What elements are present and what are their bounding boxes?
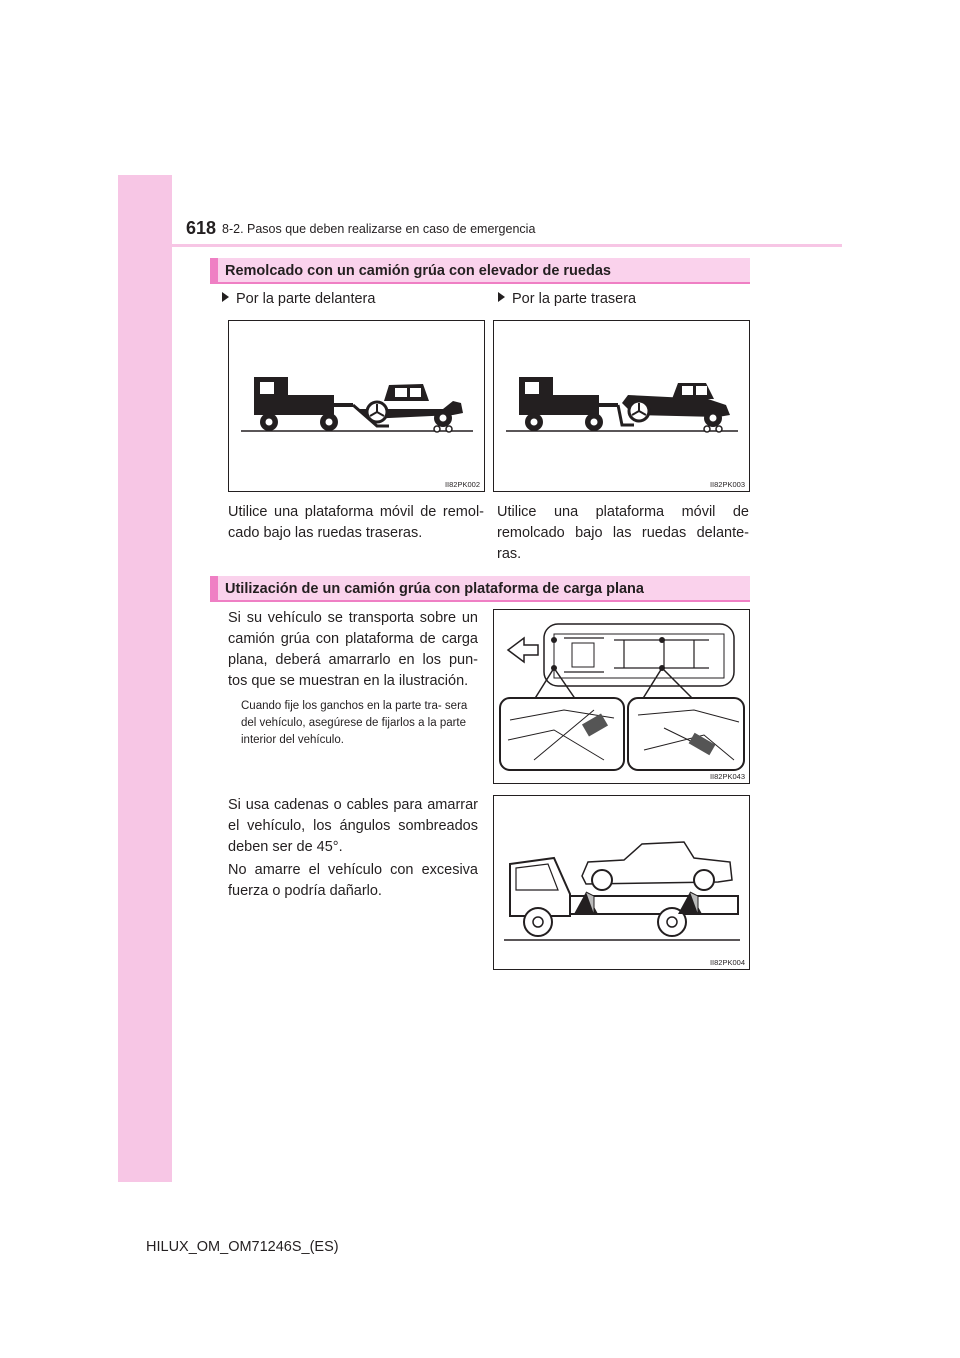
figure-code: II82PK002 (444, 480, 480, 489)
triangle-bullet-icon (498, 292, 505, 302)
tow-truck-rear-illustration (494, 321, 749, 491)
section-heading-bar (210, 576, 218, 600)
chassis-tie-down-illustration (494, 610, 749, 783)
figure-rear-tow (493, 320, 750, 492)
side-tab-band (118, 175, 172, 1182)
bullet-front (222, 291, 375, 307)
section-heading-flatbed (210, 576, 750, 602)
front-tow-text: Utilice una plataforma móvil de remol- cado bajo las ruedas traseras. (228, 504, 484, 541)
section-heading-text: Remolcado con un camión grúa con elevador de ruedas (225, 263, 611, 279)
triangle-bullet-icon (222, 292, 229, 302)
flatbed-intro-text: Si su vehículo se transporta sobre un camión grúa con plataforma de carga plana, deberá amarrarlo en los pun- tos que se muestran en la ilustración. (228, 610, 478, 689)
arrow-front-icon (508, 638, 538, 662)
figure-code: II82PK003 (709, 480, 745, 489)
tow-truck-front-illustration (229, 321, 484, 491)
excess-force-text: No amarre el vehículo con excesiva fuerza o podría dañarlo. (228, 862, 478, 899)
figure-front-tow (228, 320, 485, 492)
bullet-rear-text: Por la parte trasera (512, 291, 637, 307)
bullet-front-text: Por la parte delantera (236, 291, 376, 307)
hook-note-text: Cuando fije los ganchos en la parte tra- sera del vehículo, asegúrese de fijarlos a la parte interior del vehículo. (241, 700, 468, 746)
page-number: 618 (186, 218, 217, 238)
chains-angle-text: Si usa cadenas o cables para amarrar el vehículo, los ángulos sombreados deben ser de 45°. (228, 797, 478, 855)
figure-code: II82PK004 (709, 958, 745, 967)
bullet-rear (498, 291, 636, 307)
chapter-title: 8-2. Pasos que deben realizarse en caso de emergencia (222, 222, 536, 236)
footer-doc-code: HILUX_OM_OM71246S_(ES) (146, 1239, 339, 1255)
figure-flatbed-truck (493, 795, 750, 970)
flatbed-truck-illustration (494, 796, 749, 969)
section-heading-text: Utilización de un camión grúa con plataforma de carga plana (225, 581, 644, 597)
figure-code: II82PK043 (709, 772, 745, 781)
section-heading-wheel-lift (210, 258, 750, 284)
header-rule (172, 244, 842, 247)
figure-tie-down-points (493, 609, 750, 784)
section-heading-bar (210, 258, 218, 282)
rear-tow-text: Utilice una plataforma móvil de remolcado bajo las ruedas delante- ras. (497, 504, 749, 562)
